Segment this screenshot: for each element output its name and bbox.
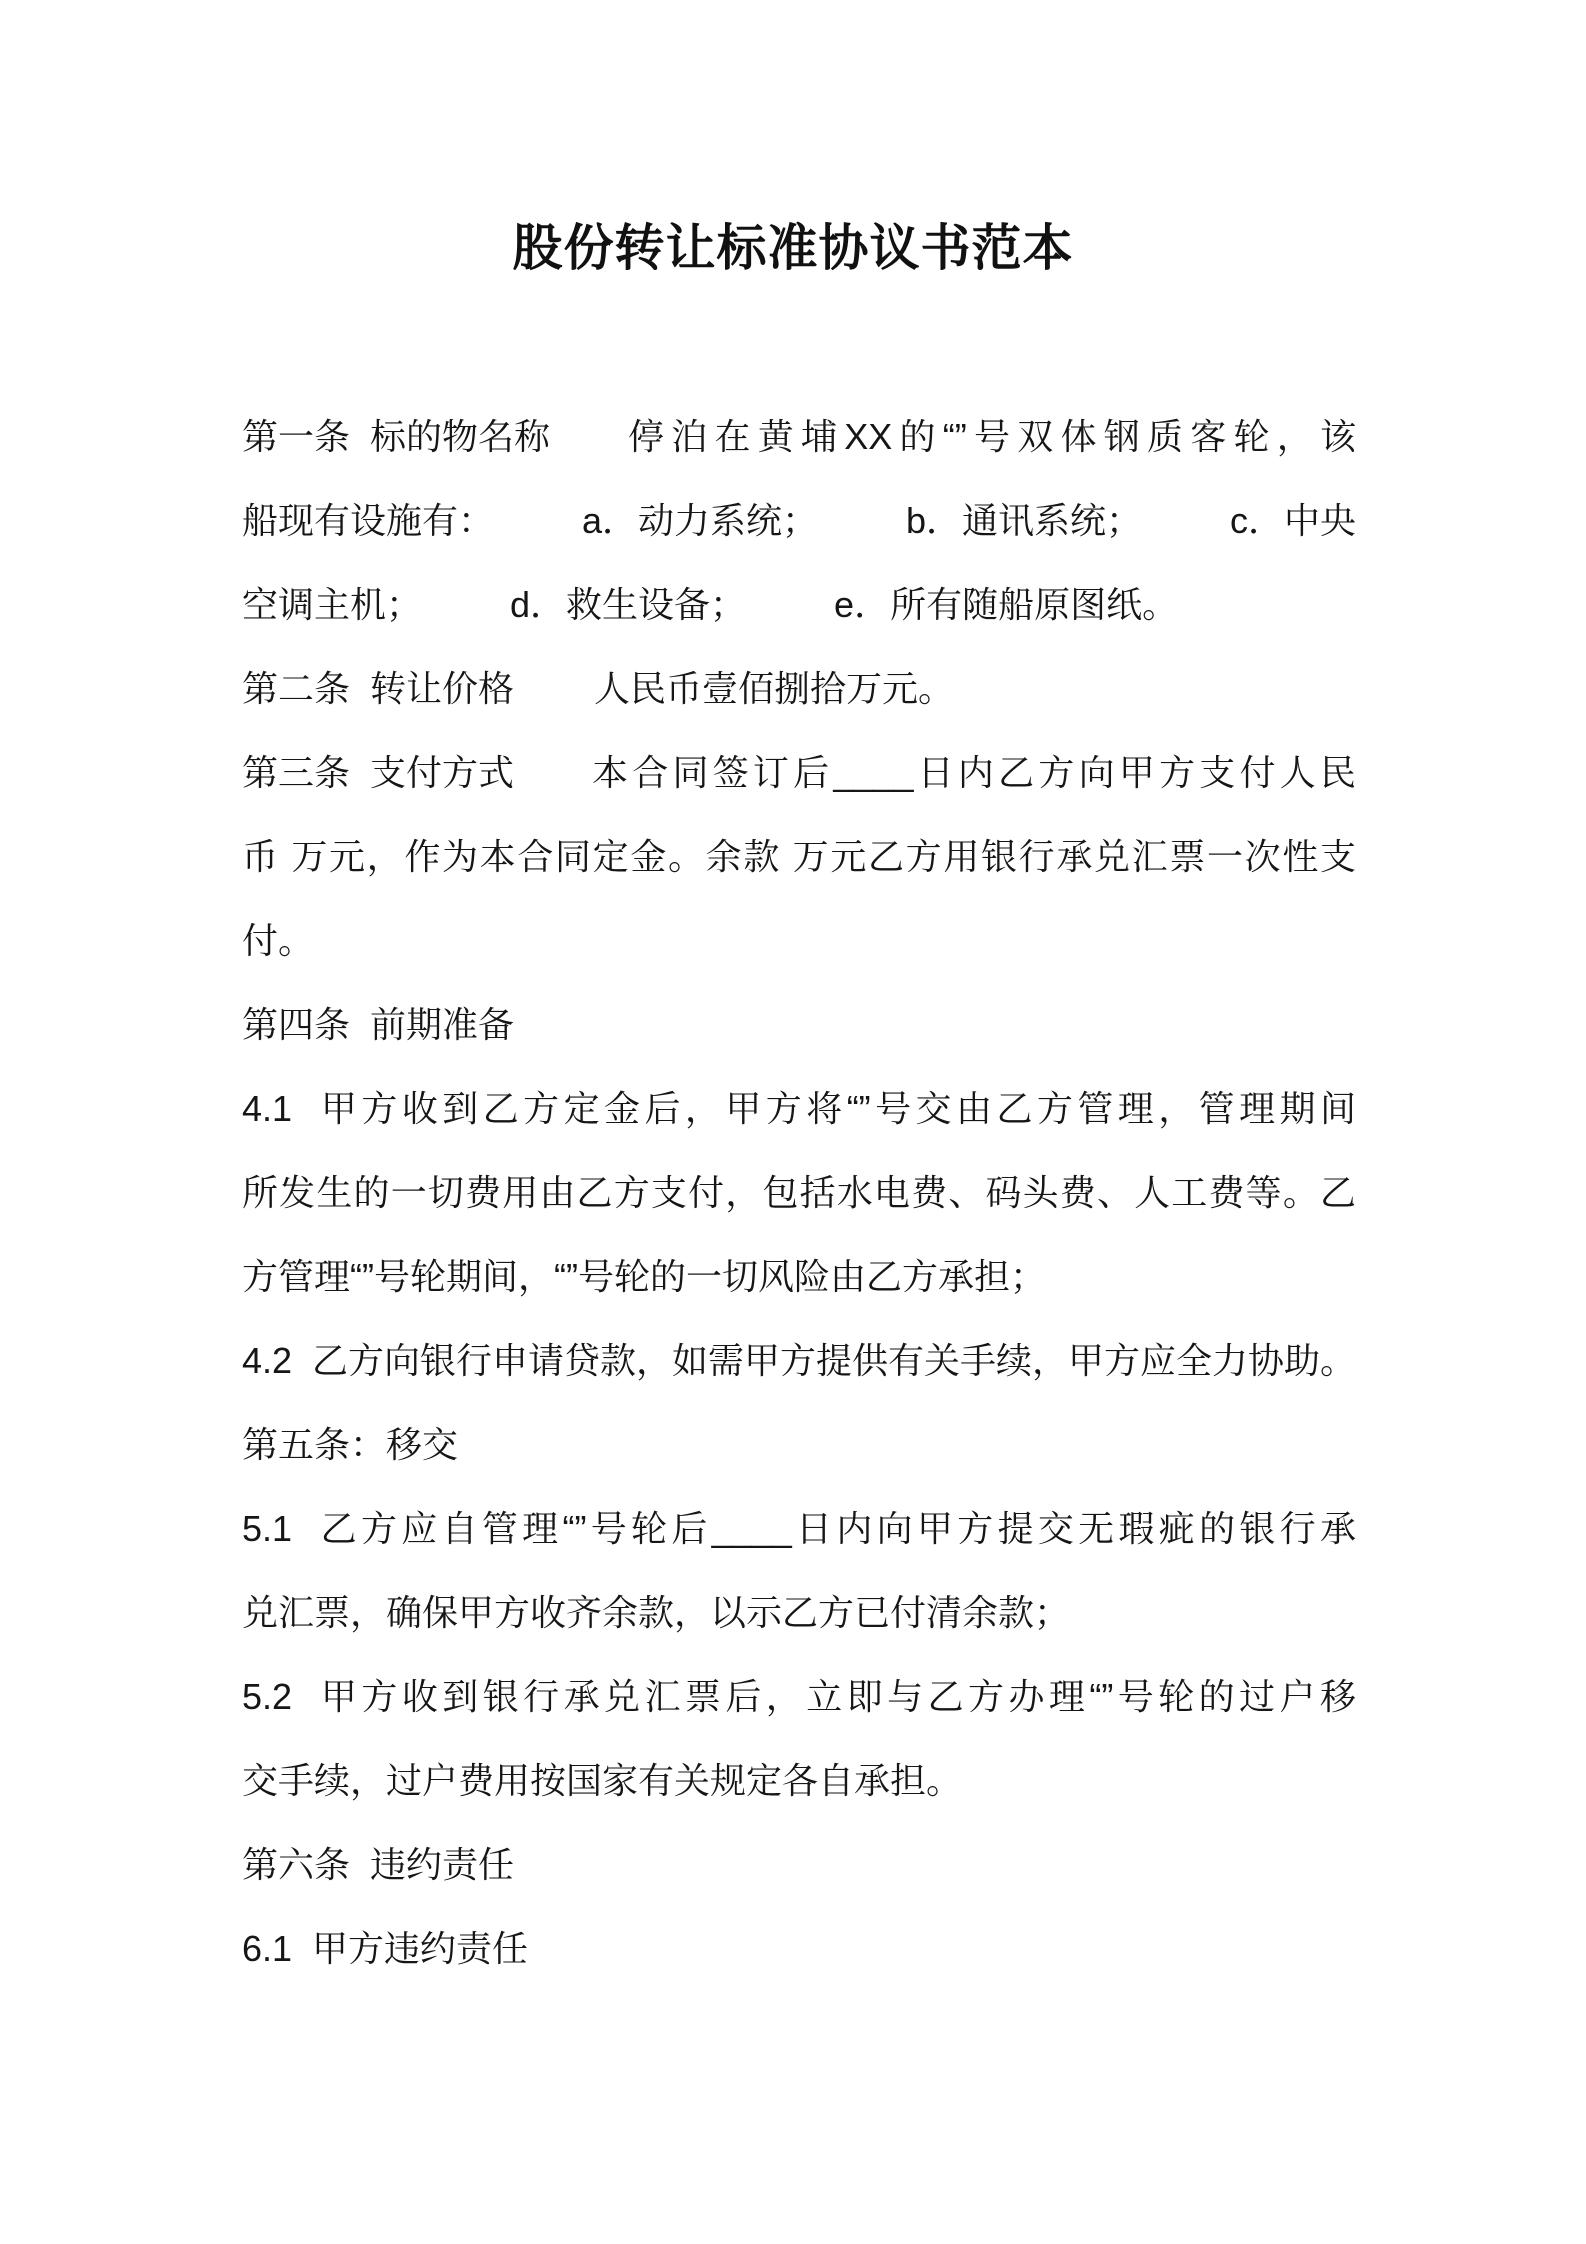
text-line — [242, 983, 1356, 1067]
clause-text: 本合同签订后____日内乙方向甲方支付人民 — [592, 752, 1356, 793]
clause-4 — [242, 983, 1356, 1067]
facility-item-e: e．所有随船原图纸。 — [834, 584, 1179, 625]
facility-item-c-cont: 空调主机； — [242, 584, 423, 625]
clause-text: 5.1 乙方应自管理“”号轮后____日内向甲方提交无瑕疵的银行承 — [242, 1508, 1356, 1549]
text-line — [242, 647, 1356, 731]
subclause-5-1 — [242, 1487, 1356, 1655]
text-line — [242, 1571, 1356, 1655]
text-line — [242, 1739, 1356, 1823]
text-line — [242, 1403, 1356, 1487]
text-line — [242, 1151, 1356, 1235]
clause-6 — [242, 1823, 1356, 1907]
subclause-4-1 — [242, 1067, 1356, 1319]
text-line — [242, 563, 1356, 647]
clause-text: 船现有设施有： — [242, 500, 495, 541]
clause-1 — [242, 395, 1356, 647]
text-line — [242, 395, 1356, 479]
clause-text: 5.2 甲方收到银行承兑汇票后，立即与乙方办理“”号轮的过户移 — [242, 1676, 1356, 1717]
clause-text: 人民币壹佰捌拾万元。 — [594, 668, 955, 709]
subclause-4-2 — [242, 1319, 1356, 1403]
clause-text: 4.1 甲方收到乙方定金后，甲方将“”号交由乙方管理，管理期间 — [242, 1088, 1356, 1129]
document-body — [242, 395, 1356, 1991]
clause-text: 兑汇票，确保甲方收齐余款，以示乙方已付清余款； — [242, 1592, 1071, 1633]
text-line — [242, 1319, 1356, 1403]
facility-item-d: d．救生设备； — [510, 584, 747, 625]
clause-heading: 第四条 前期准备 — [242, 1004, 515, 1045]
clause-text: 方管理“”号轮期间，“”号轮的一切风险由乙方承担； — [242, 1256, 1046, 1297]
clause-text: 币 万元，作为本合同定金。余款 万元乙方用银行承兑汇票一次性支 — [242, 836, 1356, 877]
text-line — [242, 815, 1356, 899]
text-line — [242, 1235, 1356, 1319]
text-line — [242, 1823, 1356, 1907]
clause-text: 所发生的一切费用由乙方支付，包括水电费、码头费、人工费等。乙 — [242, 1172, 1356, 1213]
text-line — [242, 479, 1356, 563]
facility-item-b: b．通讯系统； — [905, 500, 1143, 541]
clause-heading: 第一条 标的物名称 — [242, 416, 551, 457]
document-title: 股份转让标准协议书范本 — [512, 220, 1074, 276]
text-line — [242, 731, 1356, 815]
text-line — [242, 1487, 1356, 1571]
clause-heading: 第五条：移交 — [242, 1424, 459, 1465]
clause-5 — [242, 1403, 1356, 1487]
text-line — [242, 1907, 1356, 1991]
clause-text: 4.2 乙方向银行申请贷款，如需甲方提供有关手续，甲方应全力协助。 — [242, 1340, 1357, 1381]
text-line — [242, 899, 1356, 983]
subclause-5-2 — [242, 1655, 1356, 1823]
text-line — [242, 1655, 1356, 1739]
clause-heading: 第三条 支付方式 — [242, 752, 515, 793]
clause-text: 停泊在黄埔XX的“”号双体钢质客轮，该 — [628, 416, 1356, 457]
clause-3 — [242, 731, 1356, 983]
subclause-6-1 — [242, 1907, 1356, 1991]
clause-heading: 第二条 转让价格 — [242, 668, 515, 709]
clause-heading: 6.1 甲方违约责任 — [242, 1928, 529, 1969]
clause-heading: 第六条 违约责任 — [242, 1844, 515, 1885]
clause-text: 交手续，过户费用按国家有关规定各自承担。 — [242, 1760, 963, 1801]
facility-item-a: a．动力系统； — [581, 500, 819, 541]
facility-item-c: c．中央 — [1229, 500, 1356, 541]
clause-text: 付。 — [242, 920, 315, 961]
text-line — [242, 1067, 1356, 1151]
clause-2 — [242, 647, 1356, 731]
